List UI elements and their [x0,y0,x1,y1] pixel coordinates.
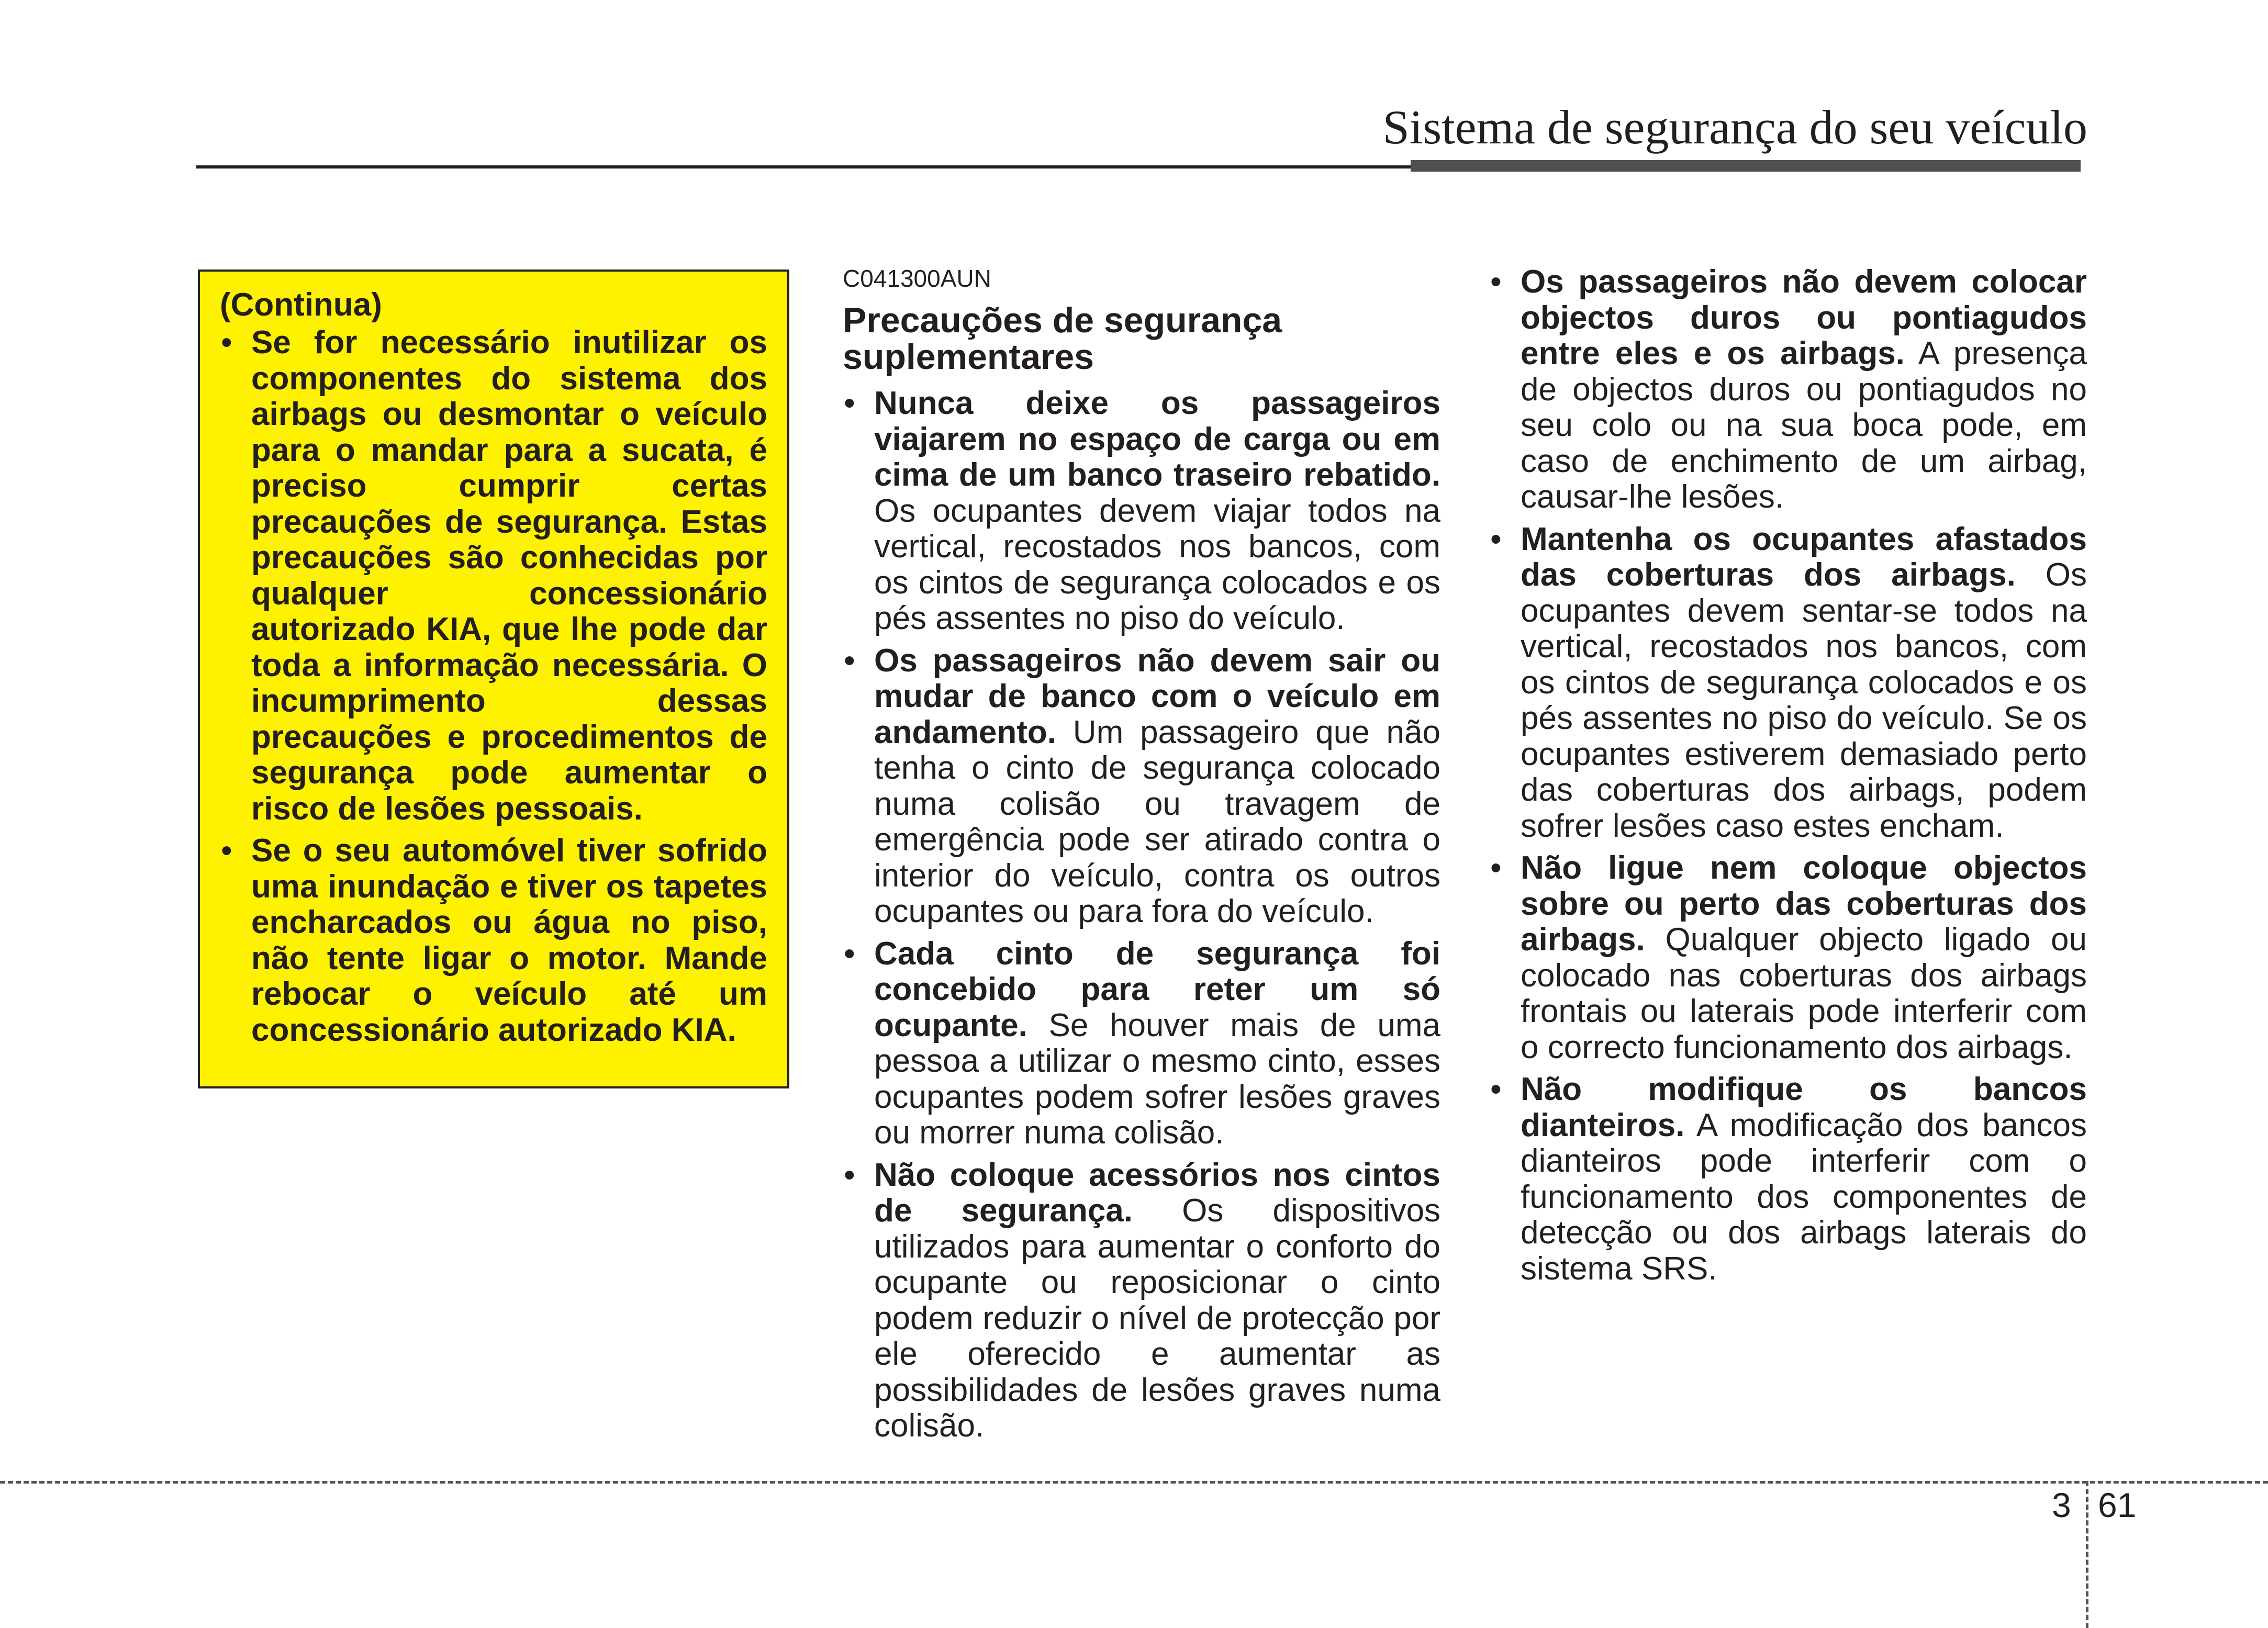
warning-item-text: Se o seu automóvel tiver sofrido uma inundação e tiver os tapetes encharcados ou água no piso, não tente ligar o motor. Mande rebocar o veículo até um concessionário autorizado KIA. [251,833,767,1048]
item-body: Se houver mais de uma pessoa a utilizar o mesmo cinto, esses ocupantes podem sofrer lesões graves ou morrer numa colisão. [874,1007,1440,1151]
item-lead: Não modifique os bancos dianteiros. [1521,1071,2087,1143]
item-body: Os ocupantes devem viajar todos na vertical, recostados nos bancos, com os cintos de segurança colocados e os pés assentes no piso do veículo. [874,492,1440,636]
section-title: Precauções de segurança suplementares [843,300,1282,377]
bullet-icon: • [844,385,855,421]
bullet-icon: • [1490,1071,1502,1107]
warning-box [198,270,789,1088]
bullet-icon: • [1490,521,1502,557]
page-number: 61 [2098,1486,2137,1524]
bullet-icon: • [844,935,855,972]
list-item [843,1158,1440,1444]
item-lead: Não coloque acessórios nos cintos de segurança. [874,1157,1440,1229]
item-body: Os ocupantes devem sentar-se todos na vertical, recostados nos bancos, com os cintos de segurança colocados e os pés assentes no piso do veículo. Se os ocupantes estiverem demasiado perto das coberturas dos airbags, podem sofrer lesões caso estes encham. [1521,557,2087,844]
item-lead: Mantenha os ocupantes afastados das coberturas dos airbags. [1521,521,2087,593]
item-lead: Nunca deixe os passageiros viajarem no espaço de carga ou em cima de um banco traseiro rebatido. [874,385,1440,493]
header-divider-accent [1411,160,2081,172]
footer-page-separator [2086,1481,2088,1628]
item-lead: Os passageiros não devem colocar objectos duros ou pontiagudos entre eles e os airbags. [1521,264,2087,372]
item-lead: Os passageiros não devem sair ou mudar de banco com o veículo em andamento. [874,642,1440,750]
item-body: Qualquer objecto ligado ou colocado nas coberturas dos airbags frontais ou laterais pode interferir com o correcto funcionamento dos airbags. [1521,922,2087,1065]
chapter-number: 3 [2052,1486,2071,1524]
footer-divider [0,1481,2268,1484]
bullet-icon: • [1490,850,1502,886]
list-item [843,386,1440,637]
list-item [1489,264,2087,515]
list-item [1489,522,2087,845]
warning-item-text: Se for necessário inutilizar os componentes do sistema dos airbags ou desmontar o veículo para o mandar para a sucata, é preciso cumprir certas precauções de segurança. Estas precauções são conhecidas por qualquer concessionário autorizado KIA, que lhe pode dar toda a informação necessária. O incumprimento dessas precauções e procedimentos de segurança pode aumentar o risco de lesões pessoais. [251,324,767,827]
bullet-icon: • [221,833,232,869]
bullet-icon: • [844,642,855,679]
list-item [220,833,767,1048]
text-column-middle [843,264,1440,1451]
item-body: A presença de objectos duros ou pontiagudos no seu colo ou na sua boca pode, em caso de enchimento de um airbag, causar-lhe lesões. [1521,335,2087,515]
list-item [1489,1072,2087,1287]
item-body: Um passageiro que não tenha o cinto de segurança colocado numa colisão ou travagem de emergência pode ser atirado contra o interior do veículo, contra os outros ocupantes ou para fora do veículo. [874,714,1440,929]
bullet-icon: • [221,324,232,361]
bullet-icon: • [1490,264,1502,300]
list-item [843,643,1440,930]
text-column-right [1489,264,2087,1293]
page-header-title: Sistema de segurança do seu veículo [1382,100,2087,154]
item-body: Os dispositivos utilizados para aumentar o conforto do ocupante ou reposicionar o cinto podem reduzir o nível de protecção por ele oferecido e aumentar as possibilidades de lesões graves numa colisão. [874,1193,1440,1444]
continued-label: (Continua) [220,287,382,323]
section-code: C041300AUN [843,265,991,292]
item-body: A modificação dos bancos dianteiros pode interferir com o funcionamento dos componentes de detecção ou dos airbags laterais do sistema SRS. [1521,1107,2087,1287]
list-item [1489,850,2087,1065]
list-item [220,325,767,827]
bullet-icon: • [844,1157,855,1193]
list-item [843,936,1440,1151]
item-lead: Cada cinto de segurança foi concebido para reter um só ocupante. [874,935,1440,1043]
item-lead: Não ligue nem coloque objectos sobre ou perto das coberturas dos airbags. [1521,850,2087,958]
